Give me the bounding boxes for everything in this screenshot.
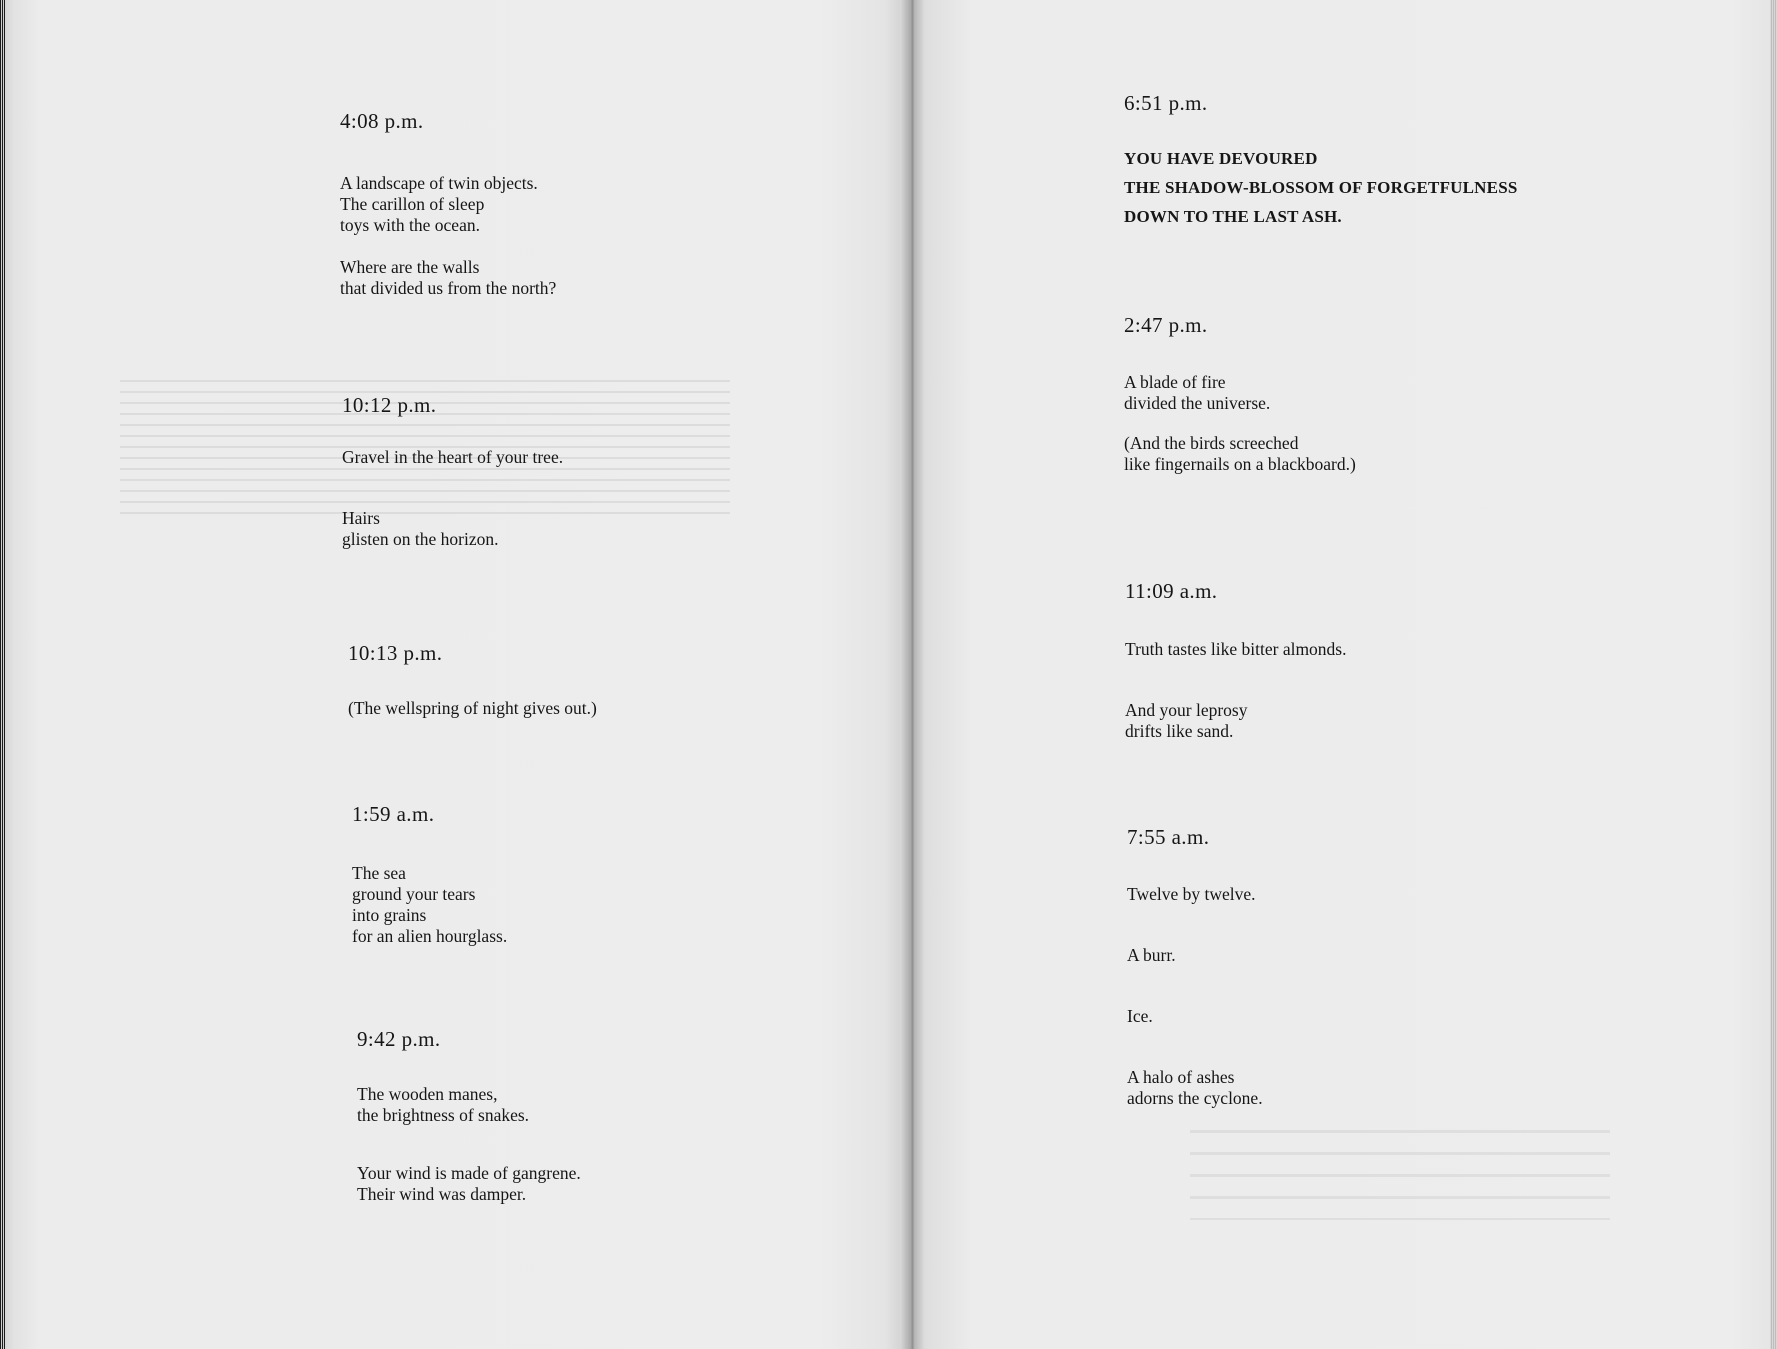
- stanza: [352, 863, 507, 947]
- stanza: [1124, 433, 1356, 475]
- poem-line: into grains: [352, 905, 427, 925]
- stanza: [340, 257, 556, 299]
- poem-line: Where are the walls: [340, 257, 480, 277]
- poem-line: (And the birds screeched: [1124, 433, 1299, 453]
- stanza: [1125, 639, 1347, 660]
- entry-time: 4:08 p.m.: [340, 109, 424, 133]
- poem-line: glisten on the horizon.: [342, 529, 499, 549]
- poem-line: for an alien hourglass.: [352, 926, 508, 946]
- stanza: [340, 173, 556, 236]
- poem-line: The carillon of sleep: [340, 194, 485, 214]
- left-page-edge: [0, 0, 5, 1349]
- poem-line: And your leprosy: [1125, 700, 1248, 720]
- entry-time: 1:59 a.m.: [352, 802, 435, 826]
- stanza: [1127, 1006, 1263, 1027]
- stanza: [1127, 945, 1263, 966]
- poem-line: Ice.: [1127, 1006, 1153, 1026]
- caps-line: THE SHADOW-BLOSSOM OF FORGETFULNESS: [1124, 178, 1518, 197]
- poem-line: Twelve by twelve.: [1127, 884, 1256, 904]
- poem-line: ground your tears: [352, 884, 476, 904]
- poem-line: The sea: [352, 863, 406, 883]
- poem-line: A blade of fire: [1124, 372, 1226, 392]
- poem-line: the brightness of snakes.: [357, 1105, 530, 1125]
- stanza: [357, 1163, 581, 1205]
- entry-1-59: [352, 801, 507, 947]
- stanza: [1127, 1067, 1263, 1109]
- entry-4-08: [340, 108, 556, 299]
- poem-line: (The wellspring of night gives out.): [348, 698, 597, 718]
- entry-2-47: [1124, 312, 1356, 475]
- entry-time: 10:13 p.m.: [348, 641, 443, 665]
- stanza: [348, 698, 597, 719]
- poem-line: divided the universe.: [1124, 393, 1271, 413]
- poem-line: The wooden manes,: [357, 1084, 498, 1104]
- entry-time: 10:12 p.m.: [342, 393, 437, 417]
- caps-stanza: [1124, 144, 1518, 231]
- caps-line: DOWN TO THE LAST ASH.: [1124, 207, 1342, 226]
- entry-7-55: [1127, 824, 1263, 1109]
- poem-line: adorns the cyclone.: [1127, 1088, 1263, 1108]
- stanza: [342, 447, 563, 468]
- stanza: [1125, 700, 1347, 742]
- poem-line: A burr.: [1127, 945, 1176, 965]
- entry-9-42: [357, 1026, 581, 1205]
- show-through-texture-right: [1190, 1130, 1610, 1220]
- poem-line: Gravel in the heart of your tree.: [342, 447, 564, 467]
- poem-line: that divided us from the north?: [340, 278, 557, 298]
- right-page-edge: [1770, 0, 1777, 1349]
- entry-time: 7:55 a.m.: [1127, 825, 1210, 849]
- poem-line: A halo of ashes: [1127, 1067, 1235, 1087]
- entry-11-09: [1125, 578, 1347, 742]
- entry-time: 11:09 a.m.: [1125, 579, 1218, 603]
- caps-line: YOU HAVE DEVOURED: [1124, 149, 1318, 168]
- entry-time: 2:47 p.m.: [1124, 313, 1208, 337]
- poem-line: A landscape of twin objects.: [340, 173, 538, 193]
- stanza: [342, 508, 563, 550]
- entry-10-13: [348, 640, 597, 719]
- entry-time: 6:51 p.m.: [1124, 91, 1208, 115]
- poem-line: Hairs: [342, 508, 380, 528]
- poem-line: Your wind is made of gangrene.: [357, 1163, 581, 1183]
- stanza: [1124, 372, 1356, 414]
- poem-line: toys with the ocean.: [340, 215, 480, 235]
- poem-line: like fingernails on a blackboard.): [1124, 454, 1356, 474]
- entry-6-51: [1124, 90, 1518, 231]
- entry-time: 9:42 p.m.: [357, 1027, 441, 1051]
- poem-line: drifts like sand.: [1125, 721, 1234, 741]
- poem-line: Truth tastes like bitter almonds.: [1125, 639, 1347, 659]
- poem-line: Their wind was damper.: [357, 1184, 527, 1204]
- stanza: [357, 1084, 581, 1126]
- entry-10-12: [342, 392, 563, 550]
- book-gutter: [900, 0, 924, 1349]
- stanza: [1127, 884, 1263, 905]
